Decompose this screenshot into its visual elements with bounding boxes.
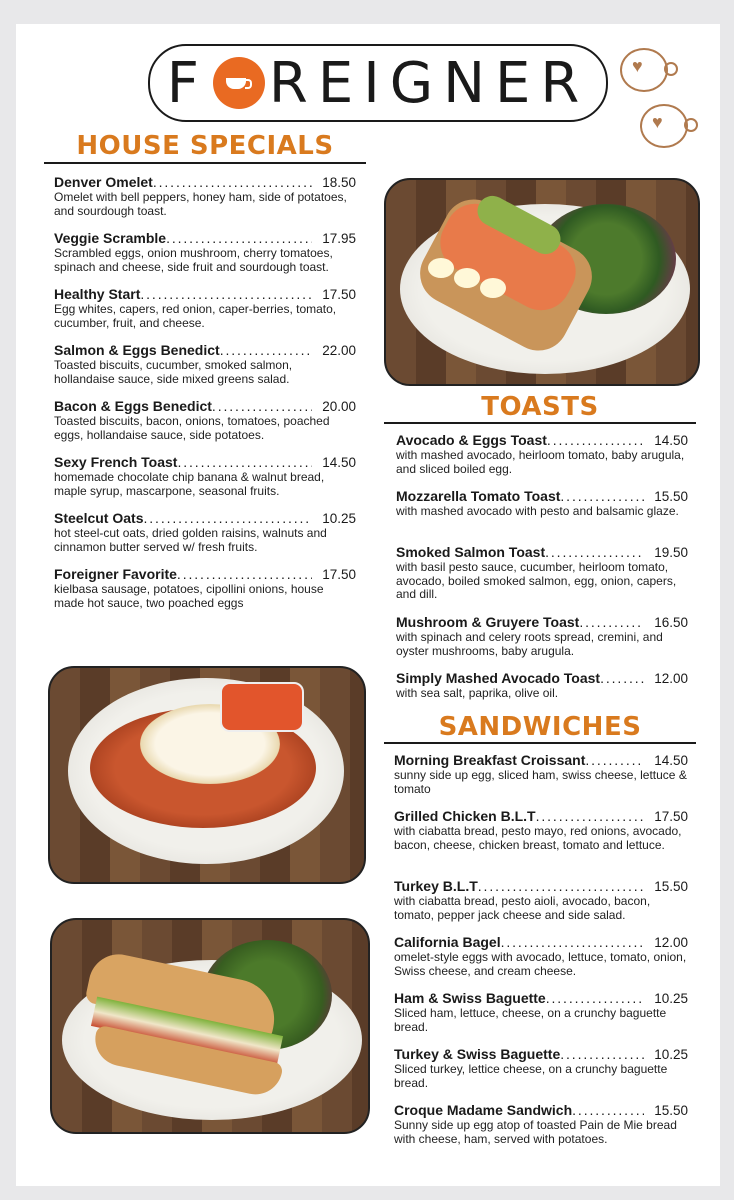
- leader-dots: [177, 454, 312, 471]
- leader-dots: [546, 990, 644, 1007]
- menu-item: [394, 752, 688, 796]
- menu-item-description: Omelet with bell peppers, honey ham, side of potatoes, and sourdough toast.: [54, 190, 347, 218]
- menu-item-name: Denver Omelet: [54, 174, 153, 190]
- menu-item-name: California Bagel: [394, 934, 501, 950]
- coffee-cup-icon: [213, 57, 265, 109]
- menu-item: [394, 1102, 688, 1146]
- menu-item-price: 22.00: [322, 343, 356, 358]
- section-rule: [384, 422, 696, 424]
- leader-dots: [585, 752, 644, 769]
- menu-item-name: Salmon & Eggs Benedict: [54, 342, 220, 358]
- menu-item: [54, 566, 356, 610]
- menu-item-description: Toasted biscuits, cucumber, smoked salmon, hollandaise sauce, side mixed greens salad.: [54, 358, 293, 386]
- latte-art-icon: ♥: [620, 48, 678, 92]
- leader-dots: [220, 342, 313, 359]
- menu-item-description: Egg whites, capers, red onion, caper-berries, tomato, cucumber, fruit, and cheese.: [54, 302, 337, 330]
- menu-item: [54, 510, 356, 554]
- leader-dots: [140, 286, 312, 303]
- section-title-sandwiches: SANDWICHES: [438, 712, 642, 742]
- photo-sausage-bowl: [48, 666, 366, 884]
- menu-item-name: Mozzarella Tomato Toast: [396, 488, 561, 504]
- menu-item-description: with spinach and celery roots spread, cremini, and oyster mushrooms, baby arugula.: [396, 630, 663, 658]
- logo-letter-f: F: [166, 50, 209, 116]
- menu-item-description: with basil pesto sauce, cucumber, heirloom tomato, avocado, boiled smoked salmon, egg, onion, capers, and dill.: [396, 560, 677, 602]
- menu-item-description: sunny side up egg, sliced ham, swiss cheese, lettuce & tomato: [394, 768, 687, 796]
- brand-logo: [148, 44, 608, 122]
- menu-item: [54, 342, 356, 386]
- leader-dots: [536, 808, 645, 825]
- menu-item-description: hot steel-cut oats, dried golden raisins, walnuts and cinnamon butter served w/ fresh fruits.: [54, 526, 327, 554]
- photo-avocado-toast: [384, 178, 700, 386]
- menu-item-price: 15.50: [654, 1103, 688, 1118]
- leader-dots: [143, 510, 312, 527]
- menu-item-description: with sea salt, paprika, olive oil.: [396, 686, 559, 700]
- menu-item-price: 16.50: [654, 615, 688, 630]
- leader-dots: [600, 670, 644, 687]
- menu-item-price: 18.50: [322, 175, 356, 190]
- menu-item-price: 17.50: [322, 567, 356, 582]
- section-rule: [384, 742, 696, 744]
- menu-item-description: with ciabatta bread, pesto mayo, red onions, avocado, bacon, cheese, chicken breast, tomato and lettuce.: [394, 824, 682, 852]
- menu-item-description: Toasted biscuits, bacon, onions, tomatoes, poached eggs, hollandaise sauce, side potatoes.: [54, 414, 330, 442]
- menu-item-name: Avocado & Eggs Toast: [396, 432, 547, 448]
- menu-item-name: Turkey & Swiss Baguette: [394, 1046, 561, 1062]
- menu-item-name: Mushroom & Gruyere Toast: [396, 614, 580, 630]
- menu-item-name: Foreigner Favorite: [54, 566, 177, 582]
- menu-item-description: omelet-style eggs with avocado, lettuce, tomato, onion, Swiss cheese, and cream cheese.: [394, 950, 687, 978]
- menu-item: [396, 432, 688, 476]
- leader-dots: [212, 398, 312, 415]
- menu-item: [54, 174, 356, 218]
- section-title-house-specials: HOUSE SPECIALS: [76, 131, 334, 161]
- menu-item: [396, 670, 688, 701]
- menu-item-price: 15.50: [654, 489, 688, 504]
- menu-item-description: Scrambled eggs, onion mushroom, cherry tomatoes, spinach and cheese, side fruit and sourdough toast.: [54, 246, 333, 274]
- leader-dots: [478, 878, 644, 895]
- menu-item-description: Sunny side up egg atop of toasted Pain de Mie bread with cheese, ham, served with potatoes.: [394, 1118, 677, 1146]
- menu-item-name: Simply Mashed Avocado Toast: [396, 670, 601, 686]
- logo-letters: REIGNER: [268, 50, 590, 116]
- menu-item: [54, 286, 356, 330]
- menu-item-description: Sliced ham, lettuce, cheese, on a crunchy baguette bread.: [394, 1006, 667, 1034]
- menu-item-name: Croque Madame Sandwich: [394, 1102, 573, 1118]
- menu-item: [396, 544, 688, 602]
- leader-dots: [547, 432, 644, 449]
- section-rule: [44, 162, 366, 164]
- menu-item: [396, 488, 688, 519]
- menu-item-price: 10.25: [654, 1047, 688, 1062]
- section-title-toasts: TOASTS: [481, 392, 599, 422]
- menu-item-description: homemade chocolate chip banana & walnut bread, maple syrup, mascarpone, seasonal fruits.: [54, 470, 325, 498]
- menu-item: [394, 808, 688, 852]
- leader-dots: [166, 230, 312, 247]
- menu-item: [54, 454, 356, 498]
- menu-item-name: Morning Breakfast Croissant: [394, 752, 586, 768]
- leader-dots: [153, 174, 312, 191]
- leader-dots: [579, 614, 644, 631]
- menu-item-price: 19.50: [654, 545, 688, 560]
- menu-item: [54, 398, 356, 442]
- menu-item-name: Healthy Start: [54, 286, 141, 302]
- menu-item-price: 14.50: [322, 455, 356, 470]
- menu-item-price: 10.25: [322, 511, 356, 526]
- menu-item: [394, 1046, 688, 1090]
- menu-item-name: Smoked Salmon Toast: [396, 544, 546, 560]
- menu-item-price: 20.00: [322, 399, 356, 414]
- menu-page: [16, 24, 720, 1186]
- menu-item-name: Sexy French Toast: [54, 454, 178, 470]
- latte-art-icon: ♥: [640, 104, 698, 148]
- leader-dots: [545, 544, 644, 561]
- menu-item-price: 12.00: [654, 671, 688, 686]
- leader-dots: [501, 934, 645, 951]
- menu-item-name: Grilled Chicken B.L.T: [394, 808, 536, 824]
- menu-item-price: 17.95: [322, 231, 356, 246]
- menu-item-price: 17.50: [322, 287, 356, 302]
- menu-item-description: with mashed avocado, heirloom tomato, baby arugula, and sliced boiled egg.: [396, 448, 685, 476]
- menu-item-name: Ham & Swiss Baguette: [394, 990, 546, 1006]
- menu-item-name: Steelcut Oats: [54, 510, 144, 526]
- menu-item-description: kielbasa sausage, potatoes, cipollini onions, house made hot sauce, two poached eggs: [54, 582, 324, 610]
- menu-item: [54, 230, 356, 274]
- menu-item-price: 14.50: [654, 433, 688, 448]
- menu-item-description: with ciabatta bread, pesto aioli, avocado, bacon, tomato, pepper jack cheese and side salad.: [394, 894, 651, 922]
- menu-item: [394, 934, 688, 978]
- menu-item-price: 14.50: [654, 753, 688, 768]
- menu-item-price: 17.50: [654, 809, 688, 824]
- menu-item: [396, 614, 688, 658]
- menu-item-description: Sliced turkey, lettice cheese, on a crunchy baguette bread.: [394, 1062, 668, 1090]
- leader-dots: [560, 1046, 644, 1063]
- menu-item-price: 12.00: [654, 935, 688, 950]
- menu-item-price: 10.25: [654, 991, 688, 1006]
- menu-item: [394, 878, 688, 922]
- leader-dots: [177, 566, 312, 583]
- menu-item-name: Bacon & Eggs Benedict: [54, 398, 212, 414]
- photo-sandwich: [50, 918, 370, 1134]
- leader-dots: [560, 488, 644, 505]
- menu-item-name: Veggie Scramble: [54, 230, 167, 246]
- menu-item: [394, 990, 688, 1034]
- menu-item-name: Turkey B.L.T: [394, 878, 478, 894]
- menu-item-description: with mashed avocado with pesto and balsamic glaze.: [396, 504, 679, 518]
- menu-item-price: 15.50: [654, 879, 688, 894]
- leader-dots: [572, 1102, 644, 1119]
